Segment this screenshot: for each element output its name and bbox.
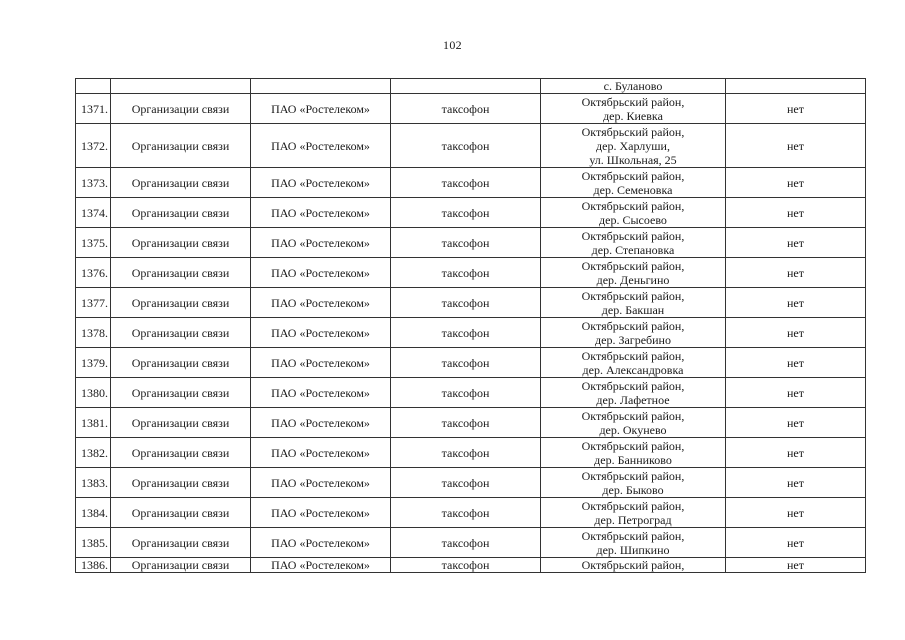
- organization-cell: [251, 79, 391, 94]
- row-number: 1377.: [76, 288, 111, 318]
- status-cell: нет: [726, 124, 866, 168]
- table-row: [76, 124, 866, 168]
- address-line: Октябрьский район,: [581, 378, 685, 393]
- address-line: Октябрьский район,: [581, 198, 685, 213]
- organization-cell: ПАО «Ростелеком»: [251, 348, 391, 378]
- organization-cell: ПАО «Ростелеком»: [251, 124, 391, 168]
- row-number: 1375.: [76, 228, 111, 258]
- table-row: [76, 94, 866, 124]
- organization-cell: ПАО «Ростелеком»: [251, 258, 391, 288]
- address-line: Октябрьский район,: [581, 528, 685, 543]
- object-type-cell: таксофон: [391, 528, 541, 558]
- address-line: Октябрьский район,: [581, 468, 685, 483]
- address-line: дер. Киевка: [603, 108, 663, 123]
- address-line: дер. Степановка: [591, 242, 675, 257]
- category-cell: Организации связи: [111, 498, 251, 528]
- category-cell: Организации связи: [111, 94, 251, 124]
- table-row: [76, 228, 866, 258]
- object-type-cell: таксофон: [391, 438, 541, 468]
- address-cell: [541, 318, 726, 348]
- page-number: 102: [443, 38, 462, 52]
- row-number: 1383.: [76, 468, 111, 498]
- organization-cell: ПАО «Ростелеком»: [251, 318, 391, 348]
- table-row: [76, 258, 866, 288]
- object-type-cell: таксофон: [391, 558, 541, 573]
- status-cell: нет: [726, 468, 866, 498]
- table-row: [76, 438, 866, 468]
- address-line: дер. Бакшан: [601, 302, 665, 317]
- organization-cell: ПАО «Ростелеком»: [251, 468, 391, 498]
- status-cell: нет: [726, 438, 866, 468]
- row-number: 1374.: [76, 198, 111, 228]
- table-row: [76, 408, 866, 438]
- object-type-cell: таксофон: [391, 198, 541, 228]
- status-cell: нет: [726, 288, 866, 318]
- table-row: [76, 498, 866, 528]
- address-cell: [541, 198, 726, 228]
- organization-cell: ПАО «Ростелеком»: [251, 94, 391, 124]
- category-cell: Организации связи: [111, 408, 251, 438]
- organization-cell: ПАО «Ростелеком»: [251, 438, 391, 468]
- status-cell: нет: [726, 318, 866, 348]
- category-cell: Организации связи: [111, 558, 251, 573]
- address-line: Октябрьский район,: [581, 94, 685, 109]
- table-row: [76, 288, 866, 318]
- row-number: 1382.: [76, 438, 111, 468]
- address-line: дер. Сысоево: [599, 212, 667, 227]
- status-cell: нет: [726, 348, 866, 378]
- status-cell: нет: [726, 528, 866, 558]
- address-cell: [541, 258, 726, 288]
- row-number: 1373.: [76, 168, 111, 198]
- status-cell: нет: [726, 258, 866, 288]
- organization-cell: ПАО «Ростелеком»: [251, 408, 391, 438]
- organization-cell: ПАО «Ростелеком»: [251, 198, 391, 228]
- object-type-cell: таксофон: [391, 348, 541, 378]
- address-cell: [541, 79, 726, 94]
- address-cell: [541, 468, 726, 498]
- address-cell: [541, 94, 726, 124]
- registry-table-body: [76, 79, 866, 573]
- address-line: ул. Школьная, 25: [589, 152, 677, 167]
- table-row: [76, 318, 866, 348]
- address-line: дер. Быково: [602, 482, 664, 497]
- status-cell: нет: [726, 168, 866, 198]
- address-line: Октябрьский район,: [581, 288, 685, 303]
- address-line: Октябрьский район,: [581, 228, 685, 243]
- address-cell: [541, 438, 726, 468]
- category-cell: Организации связи: [111, 378, 251, 408]
- category-cell: Организации связи: [111, 528, 251, 558]
- status-cell: нет: [726, 94, 866, 124]
- category-cell: [111, 79, 251, 94]
- table-row: [76, 79, 866, 94]
- category-cell: Организации связи: [111, 288, 251, 318]
- status-cell: нет: [726, 198, 866, 228]
- address-line: с. Буланово: [603, 79, 663, 93]
- object-type-cell: таксофон: [391, 168, 541, 198]
- address-line: Октябрьский район,: [581, 318, 685, 333]
- category-cell: Организации связи: [111, 168, 251, 198]
- table-row: [76, 348, 866, 378]
- address-cell: [541, 378, 726, 408]
- address-line: Октябрьский район,: [581, 558, 685, 572]
- object-type-cell: таксофон: [391, 94, 541, 124]
- object-type-cell: таксофон: [391, 378, 541, 408]
- row-number: 1385.: [76, 528, 111, 558]
- row-number: 1376.: [76, 258, 111, 288]
- table-row: [76, 558, 866, 573]
- status-cell: нет: [726, 228, 866, 258]
- status-cell: нет: [726, 558, 866, 573]
- address-cell: [541, 408, 726, 438]
- table-row: [76, 168, 866, 198]
- organization-cell: ПАО «Ростелеком»: [251, 288, 391, 318]
- object-type-cell: таксофон: [391, 408, 541, 438]
- address-cell: [541, 228, 726, 258]
- category-cell: Организации связи: [111, 198, 251, 228]
- table-row: [76, 378, 866, 408]
- address-line: дер. Харлуши,: [596, 138, 670, 153]
- address-line: дер. Шипкино: [596, 542, 670, 557]
- address-line: дер. Деньгино: [596, 272, 670, 287]
- address-cell: [541, 528, 726, 558]
- table-row: [76, 198, 866, 228]
- category-cell: Организации связи: [111, 348, 251, 378]
- row-number: 1381.: [76, 408, 111, 438]
- address-line: Октябрьский район,: [581, 348, 685, 363]
- status-cell: нет: [726, 408, 866, 438]
- address-line: дер. Александровка: [582, 362, 684, 377]
- category-cell: Организации связи: [111, 258, 251, 288]
- address-line: дер. Лафетное: [596, 392, 670, 407]
- object-type-cell: [391, 79, 541, 94]
- address-line: дер. Банниково: [594, 452, 672, 467]
- status-cell: нет: [726, 498, 866, 528]
- row-number: 1380.: [76, 378, 111, 408]
- organization-cell: ПАО «Ростелеком»: [251, 528, 391, 558]
- table-row: [76, 468, 866, 498]
- row-number: 1384.: [76, 498, 111, 528]
- address-cell: [541, 168, 726, 198]
- registry-table: [75, 78, 866, 573]
- organization-cell: ПАО «Ростелеком»: [251, 378, 391, 408]
- category-cell: Организации связи: [111, 438, 251, 468]
- table-row: [76, 528, 866, 558]
- address-cell: [541, 124, 726, 168]
- category-cell: Организации связи: [111, 318, 251, 348]
- row-number: [76, 79, 111, 94]
- row-number: 1372.: [76, 124, 111, 168]
- object-type-cell: таксофон: [391, 288, 541, 318]
- address-line: Октябрьский район,: [581, 498, 685, 513]
- address-line: дер. Семеновка: [593, 182, 673, 197]
- object-type-cell: таксофон: [391, 124, 541, 168]
- status-cell: [726, 79, 866, 94]
- status-cell: нет: [726, 378, 866, 408]
- address-cell: [541, 288, 726, 318]
- category-cell: Организации связи: [111, 228, 251, 258]
- address-line: дер. Загребино: [595, 332, 671, 347]
- organization-cell: ПАО «Ростелеком»: [251, 558, 391, 573]
- row-number: 1378.: [76, 318, 111, 348]
- address-line: дер. Петроград: [594, 512, 672, 527]
- object-type-cell: таксофон: [391, 468, 541, 498]
- row-number: 1379.: [76, 348, 111, 378]
- address-cell: [541, 498, 726, 528]
- address-cell: [541, 348, 726, 378]
- address-line: дер. Окунево: [599, 422, 667, 437]
- object-type-cell: таксофон: [391, 258, 541, 288]
- object-type-cell: таксофон: [391, 318, 541, 348]
- category-cell: Организации связи: [111, 468, 251, 498]
- row-number: 1371.: [76, 94, 111, 124]
- address-line: Октябрьский район,: [581, 408, 685, 423]
- organization-cell: ПАО «Ростелеком»: [251, 168, 391, 198]
- row-number: 1386.: [76, 558, 111, 573]
- address-cell: [541, 558, 726, 573]
- object-type-cell: таксофон: [391, 228, 541, 258]
- address-line: Октябрьский район,: [581, 438, 685, 453]
- organization-cell: ПАО «Ростелеком»: [251, 498, 391, 528]
- category-cell: Организации связи: [111, 124, 251, 168]
- address-line: Октябрьский район,: [581, 124, 685, 139]
- organization-cell: ПАО «Ростелеком»: [251, 228, 391, 258]
- address-line: Октябрьский район,: [581, 168, 685, 183]
- object-type-cell: таксофон: [391, 498, 541, 528]
- address-line: Октябрьский район,: [581, 258, 685, 273]
